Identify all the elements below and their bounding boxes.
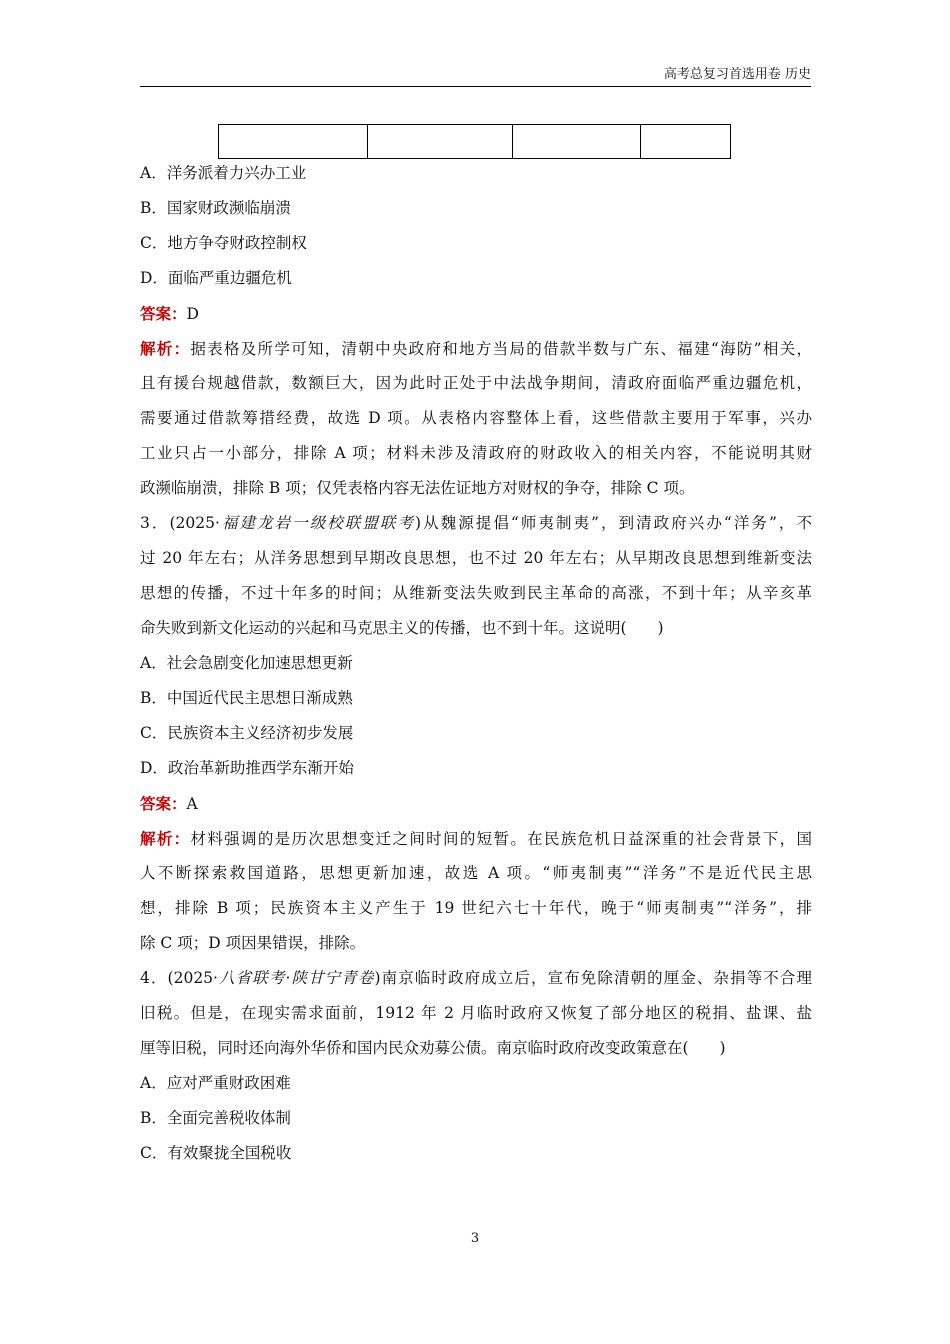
q4-stem-line: 厘等旧税，同时还向海外华侨和国内民众劝募公债。南京临时政府改变政策意在( ) [140,1039,726,1057]
page-content [140,156,812,1171]
q4-stem-line [140,961,812,996]
q2-option-d: D．面临严重边疆危机 [140,269,292,287]
table-cell [219,125,368,159]
q3-option-b: B．中国近代民主思想日渐成熟 [140,689,353,707]
answer-value: A [186,795,198,813]
q2-analysis-line: 工业只占一小部分，排除 A 项；材料未涉及清政府的财政收入的相关内容，不能说明其财 [140,444,812,462]
q4-option-a: A．应对严重财政困难 [140,1074,291,1092]
page-number: 3 [470,1231,480,1246]
table-fragment [218,124,731,159]
analysis-text: 据表格及所学可知，清朝中央政府和地方当局的借款半数与广东、福建“海防”相关， [190,340,812,358]
q4-number: 4．(2025· [140,969,218,987]
q4-option-c: C．有效聚拢全国税收 [140,1144,292,1162]
q3-analysis-line: 想，排除 B 项；民族资本主义产生于 19 世纪六七十年代，晚于“师夷制夷”“洋务”，排 [140,899,812,917]
q2-analysis-line [140,331,812,366]
q3-analysis-line [140,821,812,856]
q4-stem-text: )南京临时政府成立后，宣布免除清朝的厘金、杂捐等不合理 [374,969,812,987]
q3-analysis-line: 人不断探索救国道路，思想更新加速，故选 A 项。“师夷制夷”“洋务”不是近代民主思 [140,864,812,882]
table-cell [513,125,641,159]
q3-answer [140,786,812,821]
q3-option-d: D．政治革新助推西学东渐开始 [140,759,354,777]
q2-option-b: B．国家财政濒临崩溃 [140,199,291,217]
q2-answer [140,296,812,331]
table-row [219,125,731,159]
q3-stem-line [140,506,812,541]
q3-source: 福建龙岩一级校联盟联考 [219,514,416,532]
q3-stem-text: )从魏源提倡“师夷制夷”，到清政府兴办“洋务”，不 [415,514,812,532]
analysis-label: 解析： [140,339,191,358]
q2-option-c: C．地方争夺财政控制权 [140,234,307,252]
answer-label: 答案： [140,794,187,813]
header-title: 高考总复习首选用卷 历史 [663,67,811,82]
analysis-label: 解析： [140,829,191,848]
q4-option-b: B．全面完善税收体制 [140,1109,291,1127]
q3-option-c: C．民族资本主义经济初步发展 [140,724,354,742]
analysis-text: 材料强调的是历次思想变迁之间时间的短暂。在民族危机日益深重的社会背景下，国 [190,830,812,848]
table-cell [368,125,513,159]
q2-analysis-line: 且有援台规越借款，数额巨大，因为此时正处于中法战争期间，清政府面临严重边疆危机， [140,374,812,392]
q2-analysis-line: 需要通过借款筹措经费，故选 D 项。从表格内容整体上看，这些借款主要用于军事，兴办 [140,409,812,427]
q4-stem-line: 旧税。但是，在现实需求面前，1912 年 2 月临时政府又恢复了部分地区的税捐、盐课、盐 [140,1004,812,1022]
q3-number: 3．(2025· [140,514,220,532]
q2-option-a: A．洋务派着力兴办工业 [140,164,307,182]
q3-option-a: A．社会急剧变化加速思想更新 [140,654,353,672]
q3-stem-line: 过 20 年左右；从洋务思想到早期改良思想，也不过 20 年左右；从早期改良思想到维新变法 [140,549,812,567]
q3-analysis-line: 除 C 项；D 项因果错误，排除。 [140,934,366,952]
table-cell [641,125,731,159]
q3-stem-line: 思想的传播，不过十年多的时间；从维新变法失败到民主革命的高涨，不到十年；从辛亥革 [140,584,812,602]
answer-value: D [186,305,199,323]
q2-analysis-line: 政濒临崩溃，排除 B 项；仅凭表格内容无法佐证地方对财权的争夺，排除 C 项。 [140,479,695,497]
page-header [140,66,811,87]
answer-label: 答案： [140,304,187,323]
q4-source: 八省联考·陕甘宁青卷 [217,969,375,987]
q3-stem-line: 命失败到新文化运动的兴起和马克思主义的传播，也不到十年。这说明( ) [140,619,664,637]
